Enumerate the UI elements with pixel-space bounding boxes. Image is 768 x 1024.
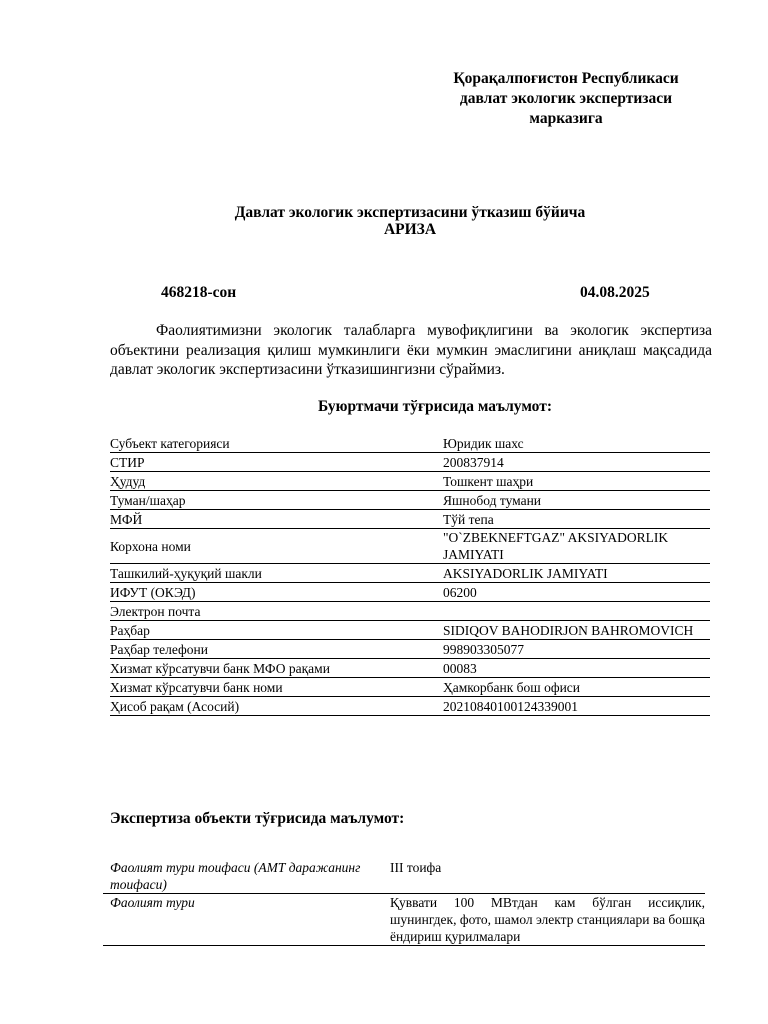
table-row [110, 472, 710, 491]
customer-section-title: Буюртмачи тўғрисида маълумот: [318, 398, 552, 415]
table-row [110, 510, 710, 529]
table-row [110, 583, 710, 602]
object-section-title: Экспертиза объекти тўғрисида маълумот: [110, 810, 405, 827]
table-row [110, 529, 710, 564]
row-value: 06200 [443, 583, 710, 602]
row-value: Тошкент шаҳри [443, 472, 710, 491]
table-row [110, 621, 710, 640]
document-number: 468218-сон [161, 284, 237, 301]
row-value: Тўй тепа [443, 510, 710, 529]
row-label: Ҳисоб рақам (Асосий) [110, 697, 443, 716]
document-date: 04.08.2025 [580, 284, 650, 301]
table-row [110, 602, 710, 621]
row-value: 200837914 [443, 453, 710, 472]
row-label: Фаолият тури тоифаси (АМТ даражанинг тоифаси) [103, 859, 390, 894]
row-label: Фаолият тури [103, 894, 390, 946]
row-value: 00083 [443, 659, 710, 678]
table-row [110, 640, 710, 659]
row-label: Туман/шаҳар [110, 491, 443, 510]
title-line-1: Давлат экологик экспертизасини ўтказиш бўйича [234, 204, 586, 221]
row-label: Ҳудуд [110, 472, 443, 491]
row-value: SIDIQOV BAHODIRJON BAHROMOVICH [443, 621, 710, 640]
table-row [110, 434, 710, 453]
row-label: СТИР [110, 453, 443, 472]
row-label: ИФУТ (ОКЭД) [110, 583, 443, 602]
table-row [110, 453, 710, 472]
row-label: Электрон почта [110, 602, 443, 621]
row-label: Раҳбар [110, 621, 443, 640]
table-row [103, 894, 705, 946]
table-row [110, 678, 710, 697]
row-value: Ҳамкорбанк бош офиси [443, 678, 710, 697]
recipient-line-2: давлат экологик экспертизаси [459, 90, 673, 107]
table-row [103, 859, 705, 894]
recipient-line-1: Қорақалпоғистон Республикаси [453, 70, 679, 87]
intro-paragraph: Фаолиятимизни экологик талабларга мувофиқлигини ва экологик экспертиза объектини реализация қилиш мумкинлиги ёки мумкин эмаслигини аниқлаш мақсадида давлат экологик экспертизасини ўтказишингизни сўраймиз. [110, 322, 712, 378]
document-title [110, 204, 710, 238]
table-row [110, 697, 710, 716]
row-label: МФЙ [110, 510, 443, 529]
table-row [110, 659, 710, 678]
row-value: 20210840100124339001 [443, 697, 710, 716]
row-value [443, 602, 710, 621]
table-row [110, 491, 710, 510]
row-label: Хизмат кўрсатувчи банк номи [110, 678, 443, 697]
table-row [110, 564, 710, 583]
object-info-table [103, 859, 705, 946]
row-value: "O`ZBEKNEFTGAZ" AKSIYADORLIK JAMIYATI [443, 529, 710, 564]
row-value: III тоифа [390, 859, 705, 894]
row-value: Қуввати 100 МВтдан кам бўлган иссиқлик, шунингдек, фото, шамол электр станциялари ва бошқа ёндириш қурилмалари [390, 895, 705, 944]
row-label: Корхона номи [110, 529, 443, 564]
title-line-2: АРИЗА [383, 221, 437, 238]
customer-info-table [110, 434, 710, 716]
row-label: Хизмат кўрсатувчи банк МФО рақами [110, 659, 443, 678]
row-value: AKSIYADORLIK JAMIYATI [443, 564, 710, 583]
row-label: Ташкилий-ҳуқуқий шакли [110, 564, 443, 583]
row-value: Юридик шахс [443, 434, 710, 453]
row-label: Раҳбар телефони [110, 640, 443, 659]
recipient-line-3: марказига [529, 110, 603, 127]
row-value: Яшнобод тумани [443, 491, 710, 510]
row-label: Субъект категорияси [110, 434, 443, 453]
row-value: 998903305077 [443, 640, 710, 659]
recipient-address [420, 69, 712, 129]
